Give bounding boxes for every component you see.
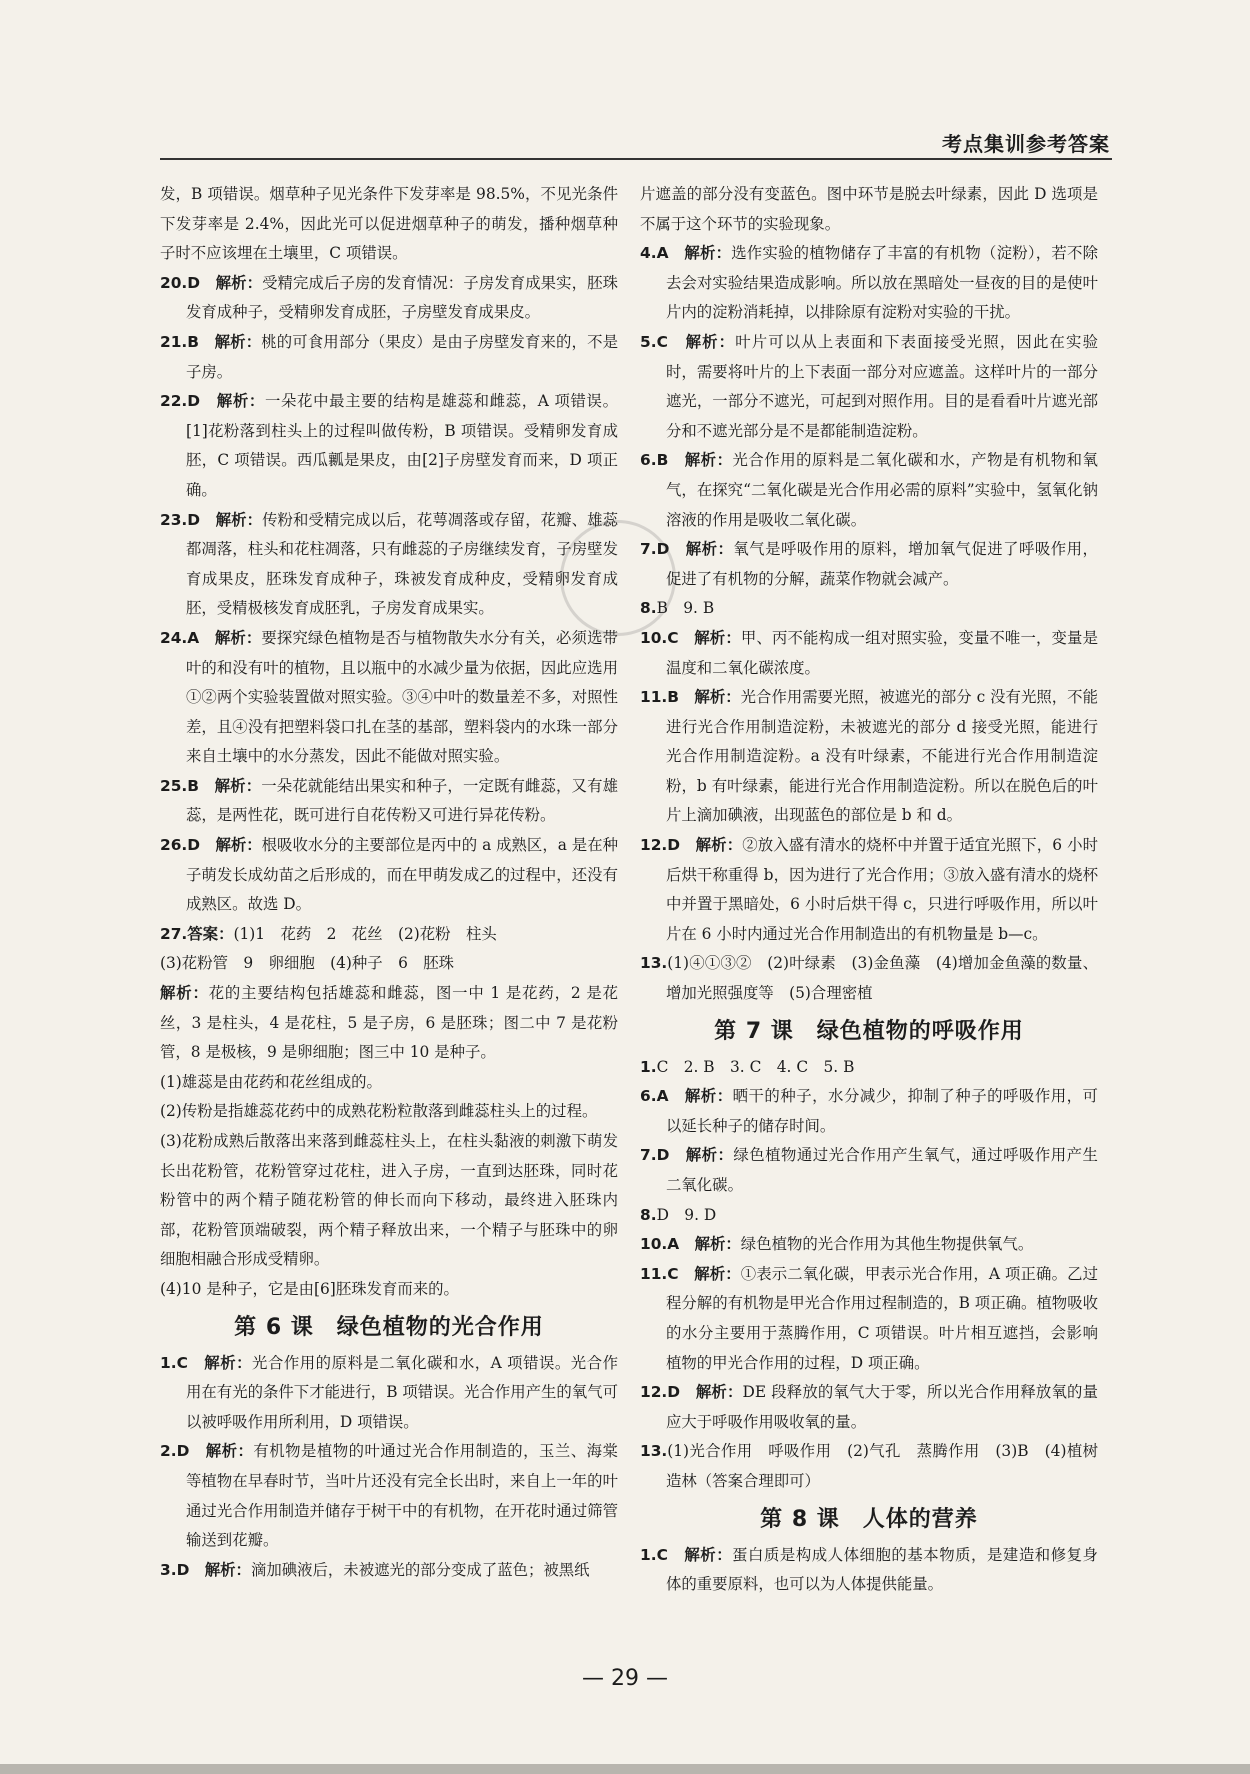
answer-item	[640, 624, 1098, 683]
question-number: 26.	[160, 836, 188, 855]
question-number: 10.	[640, 1235, 668, 1254]
answer-item	[640, 594, 1098, 624]
question-number: 8.	[640, 1205, 657, 1224]
explanation-text: 叶片可以从上表面和下表面接受光照，因此在实验时，需要将叶片的上下表面一部分对应遮盖。这样叶片的一部分遮光，一部分不遮光，可起到对照作用。目的是看看叶片遮光部分和不遮光部分是不是都能制造淀粉。	[666, 332, 1098, 440]
answer-item	[640, 446, 1098, 535]
answer-item	[640, 535, 1098, 594]
explanation-text: 桃的可食用部分（果皮）是由子房壁发育来的，不是子房。	[186, 332, 618, 381]
explanation-text: ②放入盛有清水的烧杯中并置于适宜光照下，6 小时后烘干称重得 b，因为进行了光合作用；③放入盛有清水的烧杯中并置于黑暗处，6 小时后烘干得 c，只进行呼吸作用，所以叶片在 6 小时内通过光合作用制造出的有机物量是 b—c。	[666, 836, 1098, 943]
answer-item	[160, 269, 618, 328]
answer-letter: D	[187, 392, 201, 411]
section-heading: 第 6 课 绿色植物的光合作用	[234, 1314, 544, 1340]
answer-letter: D	[187, 273, 201, 292]
explanation-label: 解析 ：	[216, 511, 262, 529]
continued-text: 发，B 项错误。烟草种子见光条件下发芽率是 98.5%，不见光条件下发芽率是 2.4%，因此光可以促进烟草种子的萌发，播种烟草种子时不应该埋在土壤里，C 项错误。	[160, 185, 618, 263]
explanation-label: 解析 ：	[215, 629, 262, 647]
answer-item	[640, 949, 1098, 1008]
explanation-label: 解析 ：	[694, 1265, 741, 1283]
explanation-text: 光合作用需要光照，被遮光的部分 c 没有光照，不能进行光合作用制造淀粉，未被遮光的部分 d 接受光照，能进行光合作用制造淀粉。a 没有叶绿素，不能进行光合作用制造淀粉，b 有叶绿素，能进行光合作用制造淀粉。所以在脱色后的叶片上滴加碘液，出现蓝色的部位是 b 和 d。	[666, 688, 1098, 825]
question-number: 24.	[160, 628, 188, 647]
explanation-label: 解析 ：	[215, 777, 262, 795]
question-number: 1.	[640, 1545, 657, 1564]
answer-item	[640, 1230, 1098, 1260]
answer-item	[160, 624, 618, 772]
answer-letter: A	[656, 1087, 669, 1106]
answer-text: C 2. B 3. C 4. C 5. B	[656, 1057, 855, 1076]
answer-text: B 9. B	[656, 599, 715, 618]
sub-paragraph: (1)雄蕊是由花药和花丝组成的。	[160, 1072, 382, 1091]
explanation-label: 解析 ：	[685, 1087, 733, 1105]
header-rule	[160, 158, 1112, 160]
answer-text: D 9. D	[656, 1205, 717, 1224]
right-column	[640, 180, 1098, 1600]
explanation-paragraph	[160, 979, 618, 1068]
answer-letter: A	[656, 244, 669, 263]
scan-edge	[0, 1764, 1250, 1774]
answer-letter: D	[667, 836, 681, 855]
explanation-text: 蛋白质是构成人体细胞的基本物质，是建造和修复身体的重要原料，也可以为人体提供能量。	[666, 1545, 1098, 1594]
question-number: 25.	[160, 776, 188, 795]
answer-letter: D	[656, 540, 670, 559]
question-number: 12.	[640, 836, 668, 855]
answer-letter: D	[667, 1383, 681, 1402]
answer-item	[160, 1437, 618, 1555]
explanation-text: 一朵花就能结出果实和种子，一定既有雌蕊，又有雄蕊，是两性花，既可进行自花传粉又可进行异花传粉。	[186, 776, 618, 825]
explanation-label: 解析 ：	[684, 244, 731, 262]
explanation-label: 解析 ：	[685, 451, 733, 469]
section-heading: 第 7 课 绿色植物的呼吸作用	[714, 1018, 1024, 1044]
explanation-text: 晒干的种子，水分减少，抑制了种子的呼吸作用，可以延长种子的储存时间。	[666, 1087, 1098, 1135]
explanation-label: 解析 ：	[217, 392, 265, 410]
answer-letter: C	[667, 1264, 679, 1283]
question-number: 11.	[640, 688, 668, 707]
explanation-label: 解析 ：	[686, 1146, 734, 1164]
explanation-label: 解析 ：	[684, 1546, 732, 1564]
explanation-text: 滴加碘液后，未被遮光的部分变成了蓝色；被黑纸	[250, 1560, 590, 1579]
explanation-label: 解析 ：	[695, 1235, 741, 1253]
page-header-title: 考点集训参考答案	[942, 132, 1110, 156]
question-number: 10.	[640, 628, 668, 647]
answer-letter: D	[187, 510, 201, 529]
answer-text: (1)④①③② (2)叶绿素 (3)金鱼藻 (4)增加金鱼藻的数量、增加光照强度等 (5)合理密植	[666, 954, 1098, 1003]
answer-letter: D	[176, 1442, 190, 1461]
answer-letter: B	[667, 688, 679, 707]
question-number: 1.	[160, 1353, 177, 1372]
answer-item	[640, 1378, 1098, 1437]
sub-paragraph: (3)花粉管 9 卵细胞 (4)种子 6 胚珠	[160, 954, 455, 973]
question-number: 6.	[640, 451, 657, 470]
answer-item	[640, 683, 1098, 831]
answer-item	[640, 1141, 1098, 1200]
explanation-label: 解析 ：	[204, 1354, 252, 1372]
explanation-label: 解析 ：	[215, 333, 262, 351]
question-number: 13.	[640, 954, 668, 973]
answer-item	[160, 1556, 618, 1586]
explanation-text: 受精完成后子房的发育情况：子房发育成果实，胚珠发育成种子，受精卵发育成胚，子房壁发育成果皮。	[186, 273, 618, 322]
sub-paragraph: (3)花粉成熟后散落出来落到雌蕊柱头上，在柱头黏液的刺激下萌发长出花粉管，花粉管穿过花柱，进入子房，一直到达胚珠，同时花粉管中的两个精子随花粉管的伸长而向下移动，最终进入胚珠内部，花粉管顶端破裂，两个精子释放出来，一个精子与胚珠中的卵细胞相融合形成受精卵。	[160, 1132, 618, 1269]
explanation-text: 要探究绿色植物是否与植物散失水分有关，必须选带叶的和没有叶的植物，且以瓶中的水减少量为依据，因此应选用①②两个实验装置做对照实验。③④中叶的数量差不多，对照性差，且④没有把塑料袋口扎在茎的基部，塑料袋内的水珠一部分来自土壤中的水分蒸发，因此不能做对照实验。	[186, 628, 618, 766]
question-number: 27.	[160, 924, 188, 943]
answer-item	[640, 239, 1098, 328]
explanation-text: 有机物是植物的叶通过光合作用制造的，玉兰、海棠等植物在早春时节，当叶片还没有完全长出时，来自上一年的叶通过光合作用制造并储存于树干中的有机物，在开花时通过筛管输送到花瓣。	[186, 1442, 618, 1550]
question-number: 21.	[160, 332, 188, 351]
sub-paragraph: (2)传粉是指雄蕊花药中的成熟花粉粒散落到雌蕊柱头上的过程。	[160, 1102, 598, 1121]
explanation-text: 绿色植物的光合作用为其他生物提供氧气。	[740, 1235, 1034, 1254]
answer-letter: C	[656, 332, 668, 351]
answer-item	[160, 831, 618, 920]
question-number: 11.	[640, 1264, 668, 1283]
answer-item	[640, 1082, 1098, 1141]
question-number: 7.	[640, 1146, 657, 1165]
answer-item	[160, 772, 618, 831]
question-number: 6.	[640, 1087, 657, 1106]
question-number: 7.	[640, 540, 657, 559]
question-number: 12.	[640, 1383, 668, 1402]
explanation-label: 解析 ：	[205, 1561, 251, 1579]
continued-text: 片遮盖的部分没有变蓝色。图中环节是脱去叶绿素，因此 D 选项是不属于这个环节的实验现象。	[640, 185, 1098, 233]
explanation-text: ①表示二氧化碳，甲表示光合作用，A 项正确。乙过程分解的有机物是甲光合作用过程制造的，B 项正确。植物吸收的水分主要用于蒸腾作用，C 项错误。叶片相互遮挡，会影响植物的甲光合作用的过程，D 项正确。	[666, 1264, 1098, 1372]
answer-item	[160, 328, 618, 387]
answer-item	[160, 1349, 618, 1438]
explanation-text: 选作实验的植物储存了丰富的有机物（淀粉），若不除去会对实验结果造成影响。所以放在黑暗处一昼夜的目的是使叶片内的淀粉消耗掉，以排除原有淀粉对实验的干扰。	[666, 244, 1098, 322]
explanation-text: 绿色植物通过光合作用产生氧气，通过呼吸作用产生二氧化碳。	[666, 1146, 1098, 1194]
answer-item	[160, 387, 618, 505]
answer-item	[640, 1541, 1098, 1600]
explanation-text: 光合作用的原料是二氧化碳和水，产物是有机物和氧气，在探究“二氧化碳是光合作用必需的原料”实验中，氢氧化钠溶液的作用是吸收二氧化碳。	[666, 451, 1098, 529]
question-number: 4.	[640, 244, 657, 263]
explanation-text: DE 段释放的氧气大于零，所以光合作用释放氧的量应大于呼吸作用吸收氧的量。	[666, 1383, 1098, 1431]
page-number: — 29 —	[582, 1666, 668, 1691]
answer-letter: C	[656, 1545, 668, 1564]
question-number: 3.	[160, 1560, 177, 1579]
explanation-label: 解析 ：	[216, 274, 262, 292]
answer-item	[160, 920, 618, 950]
explanation-label: 解析 ：	[694, 629, 741, 647]
explanation-text: 花的主要结构包括雄蕊和雌蕊，图一中 1 是花药，2 是花丝，3 是柱头，4 是花柱，5 是子房，6 是胚珠；图二中 7 是花粉管，8 是极核，9 是卵细胞；图三中 10 是种子。	[160, 984, 618, 1062]
explanation-text: 氧气是呼吸作用的原料，增加氧气促进了呼吸作用，促进了有机物的分解，蔬菜作物就会减产。	[666, 540, 1098, 588]
question-number: 22.	[160, 392, 188, 411]
answer-letter: C	[667, 628, 679, 647]
answer-letter: A	[667, 1235, 680, 1254]
sub-paragraph: (4)10 是种子，它是由[6]胚珠发育而来的。	[160, 1279, 459, 1298]
explanation-text: 根吸收水分的主要部位是丙中的 a 成熟区，a 是在种子萌发长成幼苗之后形成的，而在甲萌发成乙的过程中，还没有成熟区。故选 D。	[186, 836, 618, 914]
question-number: 13.	[640, 1442, 668, 1461]
explanation-label: 解析 ：	[206, 1442, 254, 1460]
question-number: 2.	[160, 1442, 177, 1461]
question-number: 8.	[640, 599, 657, 618]
answer-item	[640, 1437, 1098, 1496]
answer-item	[640, 1260, 1098, 1378]
answer-letter: B	[187, 332, 199, 351]
explanation-label: 解析 ：	[696, 836, 743, 854]
answer-item	[640, 328, 1098, 446]
answer-item	[640, 1053, 1098, 1083]
question-number: 23.	[160, 510, 188, 529]
explanation-label: 答案 ：	[187, 925, 233, 943]
explanation-label: 解析 ：	[686, 540, 734, 558]
explanation-text: 甲、丙不能构成一组对照实验，变量不唯一，变量是温度和二氧化碳浓度。	[666, 628, 1098, 677]
explanation-text: (1)1 花药 2 花丝 (2)花粉 柱头	[233, 924, 497, 943]
question-number: 20.	[160, 273, 188, 292]
explanation-text: 一朵花中最主要的结构是雄蕊和雌蕊，A 项错误。[1]花粉落到柱头上的过程叫做传粉，B 项错误。受精卵发育成胚，C 项错误。西瓜瓤是果皮，由[2]子房壁发育而来，D 项正确。	[186, 392, 618, 499]
answer-letter: C	[176, 1353, 188, 1372]
answer-letter: D	[656, 1146, 670, 1165]
question-number: 5.	[640, 332, 657, 351]
answer-text: (1)光合作用 呼吸作用 (2)气孔 蒸腾作用 (3)B (4)植树造林（答案合理即可）	[666, 1442, 1098, 1490]
explanation-label: 解析 ：	[215, 836, 261, 854]
explanation-label: 解析 ：	[694, 688, 740, 706]
explanation-text: 传粉和受精完成以后，花萼凋落或存留，花瓣、雄蕊都凋落，柱头和花柱凋落，只有雌蕊的子房继续发育，子房壁发育成果皮，胚珠发育成种子，珠被发育成种皮，受精卵发育成胚，受精极核发育成胚乳，子房发育成果实。	[186, 510, 618, 618]
answer-letter: A	[187, 628, 200, 647]
explanation-text: 光合作用的原料是二氧化碳和水，A 项错误。光合作用在有光的条件下才能进行，B 项错误。光合作用产生的氧气可以被呼吸作用所利用，D 项错误。	[186, 1353, 618, 1431]
answer-letter: B	[656, 451, 669, 470]
answer-item	[640, 831, 1098, 949]
section-heading: 第 8 课 人体的营养	[760, 1506, 978, 1532]
left-column	[160, 180, 618, 1585]
answer-letter: D	[176, 1560, 190, 1579]
explanation-label: 解析 ：	[696, 1383, 743, 1401]
answer-letter: B	[187, 776, 199, 795]
explanation-label: 解析 ：	[160, 984, 209, 1002]
answer-letter: D	[187, 836, 201, 855]
answer-item	[640, 1201, 1098, 1231]
answer-item	[160, 506, 618, 624]
question-number: 1.	[640, 1057, 657, 1076]
explanation-label: 解析 ：	[686, 333, 736, 351]
